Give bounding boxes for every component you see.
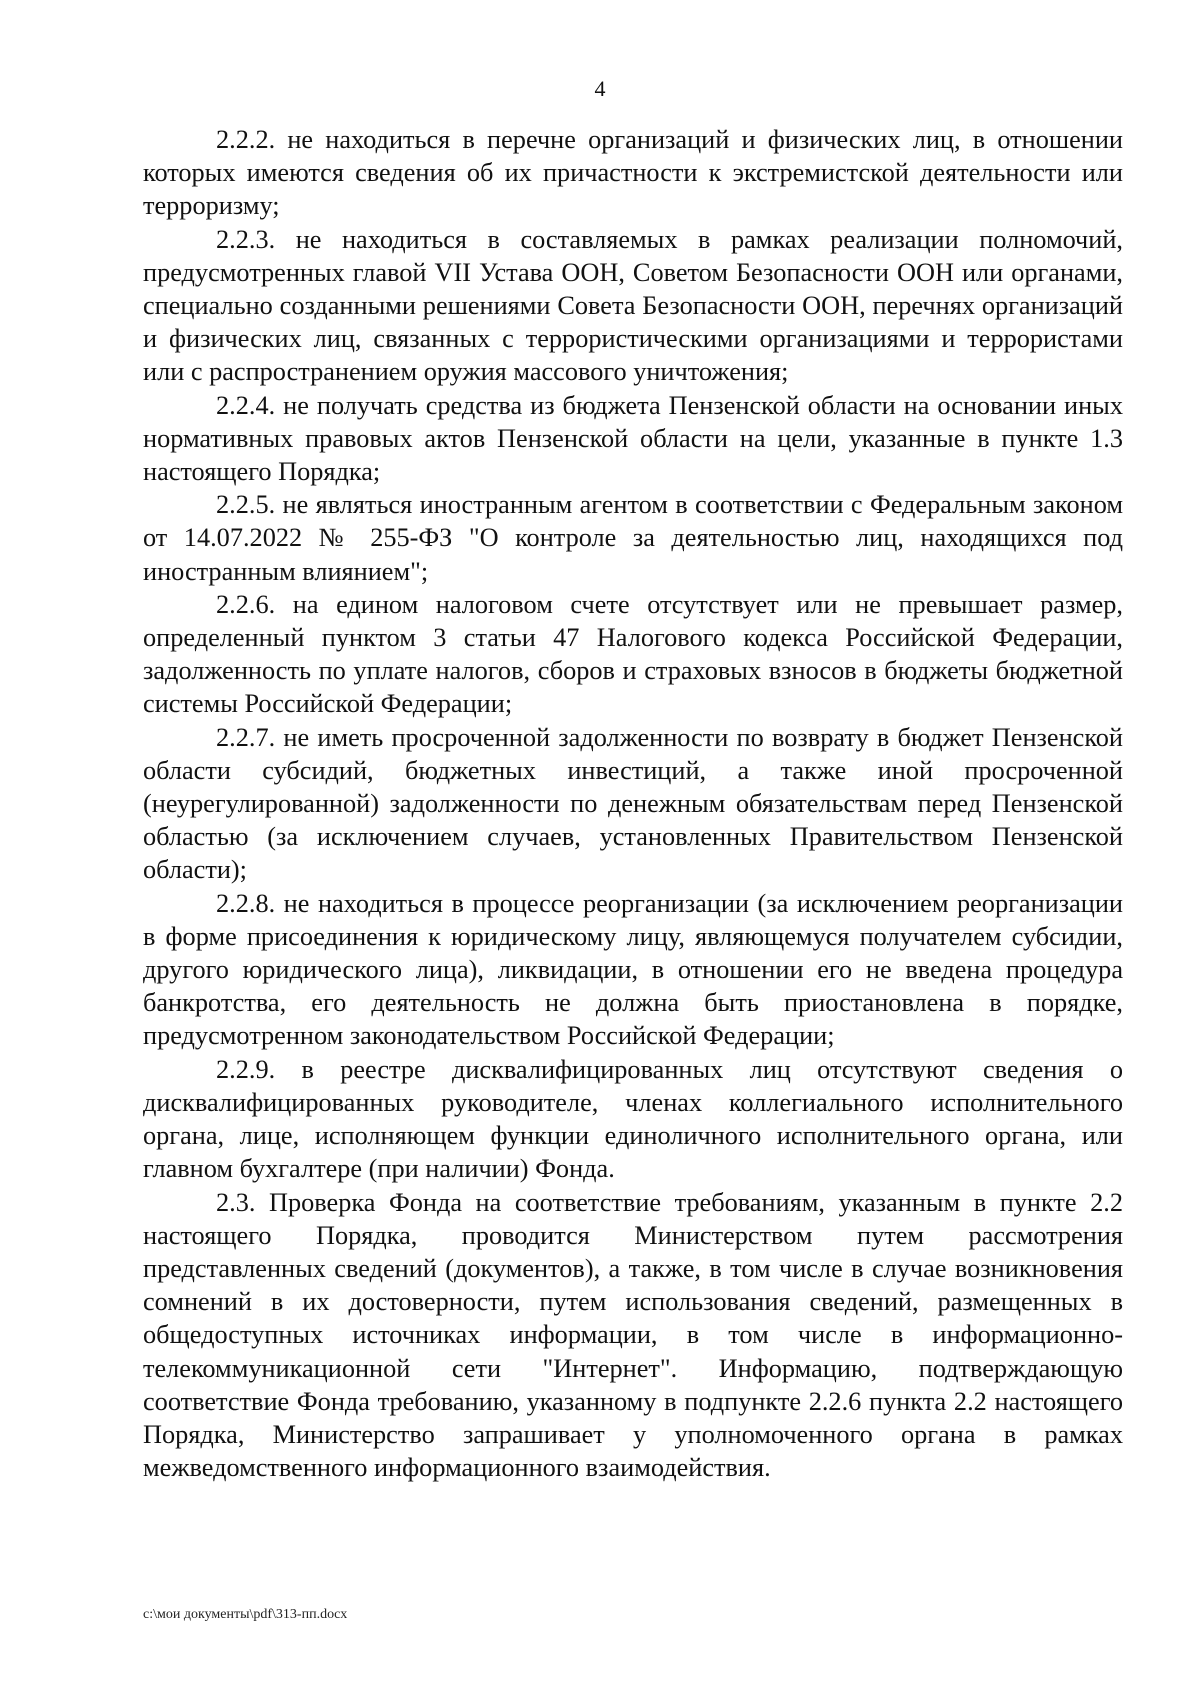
document-body: [143, 123, 1123, 1484]
paragraph-2-2-5: 2.2.5. не являться иностранным агентом в соответствии с Федеральным законом от 14.07.2022 № 255-ФЗ "О контроле за деятельностью лиц, находящихся под иностранным влиянием";: [143, 490, 1123, 586]
paragraph-2-3: 2.3. Проверка Фонда на соответствие требованиям, указанным в пункте 2.2 настоящего Порядка, проводится Министерством путем рассмотрения представленных сведений (документов), а также, в том числе в случае возникновения сомнений в их достоверности, путем использования сведений, размещенных в общедоступных источниках информации, в том числе в информационно-телекоммуникационной сети "Интернет". Информацию, подтверждающую соответствие Фонда требованию, указанному в подпункте 2.2.6 пункта 2.2 настоящего Порядка, Министерство запрашивает у уполномоченного органа в рамках межведомственного информационного взаимодействия.: [143, 1187, 1123, 1483]
paragraph-2-2-8: 2.2.8. не находиться в процессе реорганизации (за исключением реорганизации в форме присоединения к юридическому лицу, являющемуся получателем субсидии, другого юридического лица), ликвидации, в отношении его не введена процедура банкротства, его деятельность не должна быть приостановлена в порядке, предусмотренном законодательством Российской Федерации;: [143, 888, 1123, 1051]
paragraph-2-2-9: 2.2.9. в реестре дисквалифицированных лиц отсутствуют сведения о дисквалифицированных руководителе, членах коллегиального исполнительного органа, лице, исполняющем функции единоличного исполнительного органа, или главном бухгалтере (при наличии) Фонда.: [143, 1054, 1123, 1184]
paragraph-2-2-4: 2.2.4. не получать средства из бюджета Пензенской области на основании иных нормативных правовых актов Пензенской области на цели, указанные в пункте 1.3 настоящего Порядка;: [143, 390, 1123, 487]
paragraph-2-2-7: 2.2.7. не иметь просроченной задолженности по возврату в бюджет Пензенской области субсидий, бюджетных инвестиций, а также иной просроченной (неурегулированной) задолженности по денежным обязательствам перед Пензенской областью (за исключением случаев, установленных Правительством Пензенской области);: [143, 722, 1123, 885]
paragraph-2-2-2: 2.2.2. не находиться в перечне организаций и физических лиц, в отношении которых имеются сведения об их причастности к экстремистской деятельности или терроризму;: [143, 125, 1123, 221]
page-number: 4: [594, 76, 606, 101]
footer-file-path: c:\мои документы\pdf\313-пп.docx: [143, 1607, 348, 1622]
paragraph-2-2-3: 2.2.3. не находиться в составляемых в рамках реализации полномочий, предусмотренных главой VII Устава ООН, Советом Безопасности ООН или органами, специально созданными решениями Совета Безопасности ООН, перечнях организаций и физических лиц, связанных с террористическими организациями и террористами или с распространением оружия массового уничтожения;: [143, 224, 1123, 387]
paragraph-2-2-6: 2.2.6. на едином налоговом счете отсутствует или не превышает размер, определенный пунктом 3 статьи 47 Налогового кодекса Российской Федерации, задолженность по уплате налогов, сборов и страховых взносов в бюджеты бюджетной системы Российской Федерации;: [143, 589, 1123, 719]
